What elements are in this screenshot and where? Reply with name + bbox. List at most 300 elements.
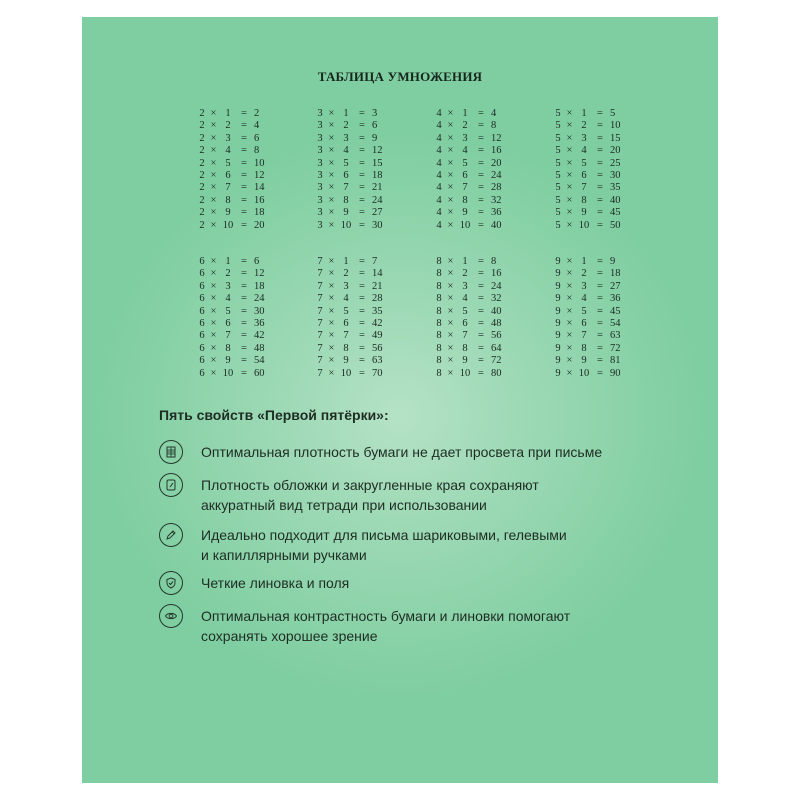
multiplicand: 9 (555, 355, 561, 367)
times-sign: × (566, 367, 573, 379)
multiplicand: 6 (199, 268, 205, 280)
table-row (315, 268, 401, 280)
times-sign: × (566, 317, 573, 329)
equals-sign: = (597, 330, 603, 342)
multiplier: 4 (462, 293, 468, 305)
table-row (197, 133, 283, 145)
multiplicand: 7 (317, 355, 323, 367)
table-row (315, 318, 401, 330)
product: 7 (372, 256, 378, 267)
table-row (553, 195, 639, 207)
equals-sign: = (359, 157, 365, 169)
multiplicand: 9 (555, 317, 561, 329)
equals-sign: = (597, 120, 603, 132)
multiplicand: 4 (436, 194, 442, 206)
table-row (197, 195, 283, 207)
table-row (553, 355, 639, 367)
product: 16 (491, 145, 502, 157)
multiplicand: 2 (199, 182, 205, 194)
product: 30 (610, 169, 621, 181)
multiplier: 6 (225, 169, 231, 181)
equals-sign: = (359, 268, 365, 280)
product: 72 (491, 355, 502, 367)
multiplicand: 5 (555, 145, 561, 157)
product: 4 (491, 108, 497, 119)
table-row (553, 281, 639, 293)
product: 56 (491, 330, 502, 342)
multiplicand: 7 (317, 256, 323, 267)
equals-sign: = (359, 330, 365, 342)
multiplicand: 8 (436, 367, 442, 379)
product: 3 (372, 108, 378, 119)
times-sign: × (328, 305, 335, 317)
times-sign: × (328, 145, 335, 157)
equals-sign: = (241, 132, 247, 144)
product: 9 (372, 132, 378, 144)
equals-sign: = (597, 194, 603, 206)
multiplicand: 9 (555, 268, 561, 280)
product: 70 (372, 367, 383, 379)
multiplicand: 4 (436, 219, 442, 231)
times-sign: × (447, 157, 454, 169)
table-row (553, 256, 639, 268)
equals-sign: = (478, 182, 484, 194)
equals-sign: = (359, 207, 365, 219)
multiplier: 4 (581, 145, 587, 157)
times-sign: × (328, 330, 335, 342)
multiplicand: 8 (436, 305, 442, 317)
equals-sign: = (478, 194, 484, 206)
equals-sign: = (359, 182, 365, 194)
multiplier: 6 (343, 317, 349, 329)
multiplier: 2 (225, 268, 231, 280)
product: 12 (254, 169, 265, 181)
equals-sign: = (478, 157, 484, 169)
product: 18 (610, 268, 621, 280)
multiplier: 3 (343, 132, 349, 144)
multiplicand: 4 (436, 207, 442, 219)
times-sign: × (566, 207, 573, 219)
product: 10 (610, 120, 621, 132)
multiplier: 6 (581, 317, 587, 329)
equals-sign: = (359, 305, 365, 317)
equals-sign: = (241, 268, 247, 280)
times-sign: × (566, 157, 573, 169)
multiplier: 1 (225, 256, 231, 267)
table-row (434, 220, 520, 232)
shield-check-icon (159, 571, 183, 595)
multiplier: 10 (222, 219, 234, 231)
times-sign: × (447, 293, 454, 305)
product: 10 (254, 157, 265, 169)
multiplicand: 5 (555, 169, 561, 181)
multiplicand: 8 (436, 330, 442, 342)
equals-sign: = (359, 256, 365, 267)
equals-sign: = (597, 342, 603, 354)
table-row (434, 158, 520, 170)
multiplicand: 6 (199, 367, 205, 379)
multiplier: 10 (578, 367, 590, 379)
table-row (434, 170, 520, 182)
multiplier: 6 (343, 169, 349, 181)
table-row (434, 368, 520, 380)
table-row (197, 343, 283, 355)
table-row (434, 306, 520, 318)
multiplier: 1 (581, 108, 587, 119)
multiplicand: 3 (317, 108, 323, 119)
multiplier: 6 (462, 169, 468, 181)
multiplicand: 3 (317, 219, 323, 231)
times-sign: × (328, 182, 335, 194)
product: 15 (372, 157, 383, 169)
equals-sign: = (241, 367, 247, 379)
table-row (553, 170, 639, 182)
table-row (315, 108, 401, 120)
equals-sign: = (241, 317, 247, 329)
multiplicand: 7 (317, 317, 323, 329)
property-text-line: Оптимальная плотность бумаги не дает просвета при письме (201, 444, 603, 460)
equals-sign: = (597, 169, 603, 181)
multiplication-table-6 (197, 256, 283, 380)
table-row (434, 343, 520, 355)
multiplicand: 5 (555, 182, 561, 194)
product: 6 (372, 120, 378, 132)
equals-sign: = (478, 108, 484, 119)
table-row (315, 182, 401, 194)
multiplier: 1 (343, 108, 349, 119)
equals-sign: = (478, 219, 484, 231)
multiplier: 4 (225, 145, 231, 157)
multiplier: 9 (581, 207, 587, 219)
equals-sign: = (478, 305, 484, 317)
multiplicand: 9 (555, 280, 561, 292)
equals-sign: = (597, 157, 603, 169)
times-sign: × (566, 182, 573, 194)
product: 12 (491, 132, 502, 144)
times-sign: × (566, 194, 573, 206)
multiplicand: 7 (317, 367, 323, 379)
equals-sign: = (597, 293, 603, 305)
times-sign: × (328, 256, 335, 267)
page-title: ТАБЛИЦА УМНОЖЕНИЯ (317, 69, 483, 84)
times-sign: × (210, 305, 217, 317)
table-row (197, 170, 283, 182)
multiplier: 4 (343, 145, 349, 157)
multiplier: 3 (462, 280, 468, 292)
multiplication-table-9 (553, 256, 639, 380)
equals-sign: = (597, 256, 603, 267)
product: 9 (610, 256, 616, 267)
equals-sign: = (597, 280, 603, 292)
multiplicand: 8 (436, 280, 442, 292)
eye-icon (159, 604, 183, 628)
times-sign: × (447, 207, 454, 219)
table-row (434, 256, 520, 268)
multiplicand: 5 (555, 120, 561, 132)
equals-sign: = (478, 330, 484, 342)
product: 24 (372, 194, 383, 206)
multiplier: 9 (225, 355, 231, 367)
equals-sign: = (478, 293, 484, 305)
equals-sign: = (241, 342, 247, 354)
product: 24 (491, 280, 502, 292)
multiplier: 10 (340, 219, 352, 231)
table-row (315, 368, 401, 380)
multiplier: 7 (462, 330, 468, 342)
times-sign: × (328, 157, 335, 169)
equals-sign: = (359, 317, 365, 329)
table-row (434, 108, 520, 120)
multiplicand: 6 (199, 317, 205, 329)
pen-icon (159, 523, 183, 547)
times-sign: × (328, 280, 335, 292)
times-sign: × (566, 169, 573, 181)
multiplier: 10 (578, 219, 590, 231)
multiplicand: 4 (436, 169, 442, 181)
product: 27 (372, 207, 383, 219)
property-text-line: Плотность обложки и закругленные края сохраняют (201, 477, 539, 493)
multiplier: 7 (225, 330, 231, 342)
multiplier: 3 (581, 132, 587, 144)
multiplicand: 8 (436, 268, 442, 280)
multiplicand: 4 (436, 157, 442, 169)
times-sign: × (566, 268, 573, 280)
times-sign: × (210, 293, 217, 305)
multiplicand: 4 (436, 182, 442, 194)
product: 2 (254, 108, 260, 119)
times-sign: × (210, 342, 217, 354)
product: 36 (254, 317, 265, 329)
times-sign: × (328, 268, 335, 280)
multiplicand: 8 (436, 293, 442, 305)
multiplicand: 3 (317, 182, 323, 194)
multiplicand: 7 (317, 280, 323, 292)
multiplier: 5 (581, 305, 587, 317)
times-sign: × (210, 256, 217, 267)
multiplicand: 4 (436, 120, 442, 132)
table-row (315, 306, 401, 318)
product: 14 (372, 268, 383, 280)
multiplicand: 5 (555, 157, 561, 169)
multiplier: 2 (343, 268, 349, 280)
multiplier: 5 (343, 305, 349, 317)
multiplier: 5 (462, 305, 468, 317)
times-sign: × (210, 157, 217, 169)
equals-sign: = (478, 355, 484, 367)
table-row (315, 256, 401, 268)
equals-sign: = (478, 367, 484, 379)
times-sign: × (210, 367, 217, 379)
times-sign: × (210, 355, 217, 367)
equals-sign: = (359, 280, 365, 292)
equals-sign: = (359, 367, 365, 379)
paper-layers-icon (159, 440, 183, 464)
table-row (315, 207, 401, 219)
notebook-back-cover (82, 17, 718, 783)
multiplier: 7 (225, 182, 231, 194)
times-sign: × (447, 317, 454, 329)
times-sign: × (210, 108, 217, 119)
table-row (553, 120, 639, 132)
multiplier: 7 (343, 330, 349, 342)
equals-sign: = (241, 280, 247, 292)
times-sign: × (566, 355, 573, 367)
product: 32 (491, 194, 502, 206)
equals-sign: = (241, 145, 247, 157)
times-sign: × (447, 120, 454, 132)
product: 24 (491, 169, 502, 181)
equals-sign: = (597, 317, 603, 329)
table-row (434, 293, 520, 305)
product: 35 (610, 182, 621, 194)
table-row (553, 207, 639, 219)
multiplicand: 8 (436, 355, 442, 367)
times-sign: × (328, 317, 335, 329)
multiplicand: 6 (199, 293, 205, 305)
table-row (197, 268, 283, 280)
multiplication-table-2 (197, 108, 283, 232)
times-sign: × (566, 330, 573, 342)
table-row (553, 182, 639, 194)
equals-sign: = (478, 145, 484, 157)
multiplier: 8 (462, 342, 468, 354)
product: 35 (372, 305, 383, 317)
table-row (434, 330, 520, 342)
table-row (553, 268, 639, 280)
times-sign: × (566, 293, 573, 305)
times-sign: × (566, 219, 573, 231)
product: 4 (254, 120, 260, 132)
multiplier: 8 (343, 194, 349, 206)
multiplicand: 9 (555, 367, 561, 379)
multiplicand: 5 (555, 108, 561, 119)
multiplicand: 7 (317, 305, 323, 317)
product: 40 (610, 194, 621, 206)
multiplicand: 9 (555, 305, 561, 317)
equals-sign: = (359, 355, 365, 367)
product: 64 (491, 342, 502, 354)
times-sign: × (566, 132, 573, 144)
equals-sign: = (478, 132, 484, 144)
multiplier: 8 (225, 194, 231, 206)
times-sign: × (328, 194, 335, 206)
equals-sign: = (359, 219, 365, 231)
equals-sign: = (597, 305, 603, 317)
equals-sign: = (597, 367, 603, 379)
equals-sign: = (359, 120, 365, 132)
multiplicand: 3 (317, 132, 323, 144)
table-row (315, 281, 401, 293)
product: 36 (491, 207, 502, 219)
multiplicand: 3 (317, 169, 323, 181)
multiplicand: 3 (317, 157, 323, 169)
times-sign: × (447, 169, 454, 181)
product: 15 (610, 132, 621, 144)
times-sign: × (210, 169, 217, 181)
property-text-line: Четкие линовка и поля (201, 575, 350, 591)
multiplicand: 9 (555, 342, 561, 354)
product: 20 (254, 219, 265, 231)
equals-sign: = (359, 108, 365, 119)
product: 18 (254, 280, 265, 292)
times-sign: × (566, 145, 573, 157)
table-row (315, 220, 401, 232)
multiplier: 9 (462, 207, 468, 219)
table-row (197, 318, 283, 330)
property-text-line: Оптимальная контрастность бумаги и линовки помогают (201, 608, 571, 624)
product: 20 (610, 145, 621, 157)
table-row (553, 145, 639, 157)
product: 72 (610, 342, 621, 354)
equals-sign: = (241, 305, 247, 317)
product: 12 (254, 268, 265, 280)
product: 5 (610, 108, 616, 119)
equals-sign: = (241, 120, 247, 132)
multiplier: 2 (462, 120, 468, 132)
multiplier: 2 (581, 268, 587, 280)
multiplicand: 8 (436, 342, 442, 354)
multiplier: 8 (343, 342, 349, 354)
multiplier: 8 (462, 194, 468, 206)
times-sign: × (328, 169, 335, 181)
equals-sign: = (359, 293, 365, 305)
table-row (553, 133, 639, 145)
times-sign: × (566, 108, 573, 119)
times-sign: × (447, 145, 454, 157)
table-row (553, 220, 639, 232)
multiplicand: 7 (317, 268, 323, 280)
product: 18 (372, 169, 383, 181)
product: 21 (372, 182, 383, 194)
product: 16 (491, 268, 502, 280)
equals-sign: = (478, 268, 484, 280)
times-sign: × (447, 182, 454, 194)
multiplication-table-5 (553, 108, 639, 232)
multiplicand: 6 (199, 280, 205, 292)
multiplicand: 4 (436, 108, 442, 119)
times-sign: × (210, 219, 217, 231)
table-row (197, 108, 283, 120)
times-sign: × (328, 132, 335, 144)
equals-sign: = (597, 219, 603, 231)
product: 45 (610, 305, 621, 317)
multiplier: 5 (343, 157, 349, 169)
equals-sign: = (241, 182, 247, 194)
multiplication-table-7 (315, 256, 401, 380)
product: 8 (254, 145, 260, 157)
multiplier: 10 (459, 219, 471, 231)
multiplier: 8 (581, 194, 587, 206)
product: 25 (610, 157, 621, 169)
table-row (434, 195, 520, 207)
table-row (197, 220, 283, 232)
multiplier: 5 (581, 157, 587, 169)
product: 50 (610, 219, 621, 231)
multiplicand: 6 (199, 342, 205, 354)
equals-sign: = (359, 132, 365, 144)
times-sign: × (210, 194, 217, 206)
times-sign: × (447, 355, 454, 367)
times-sign: × (447, 219, 454, 231)
table-row (315, 355, 401, 367)
times-sign: × (210, 207, 217, 219)
product: 12 (372, 145, 383, 157)
property-text-line: и капиллярными ручками (201, 547, 367, 563)
table-row (315, 195, 401, 207)
table-row (315, 293, 401, 305)
multiplier: 3 (343, 280, 349, 292)
product: 54 (254, 355, 265, 367)
